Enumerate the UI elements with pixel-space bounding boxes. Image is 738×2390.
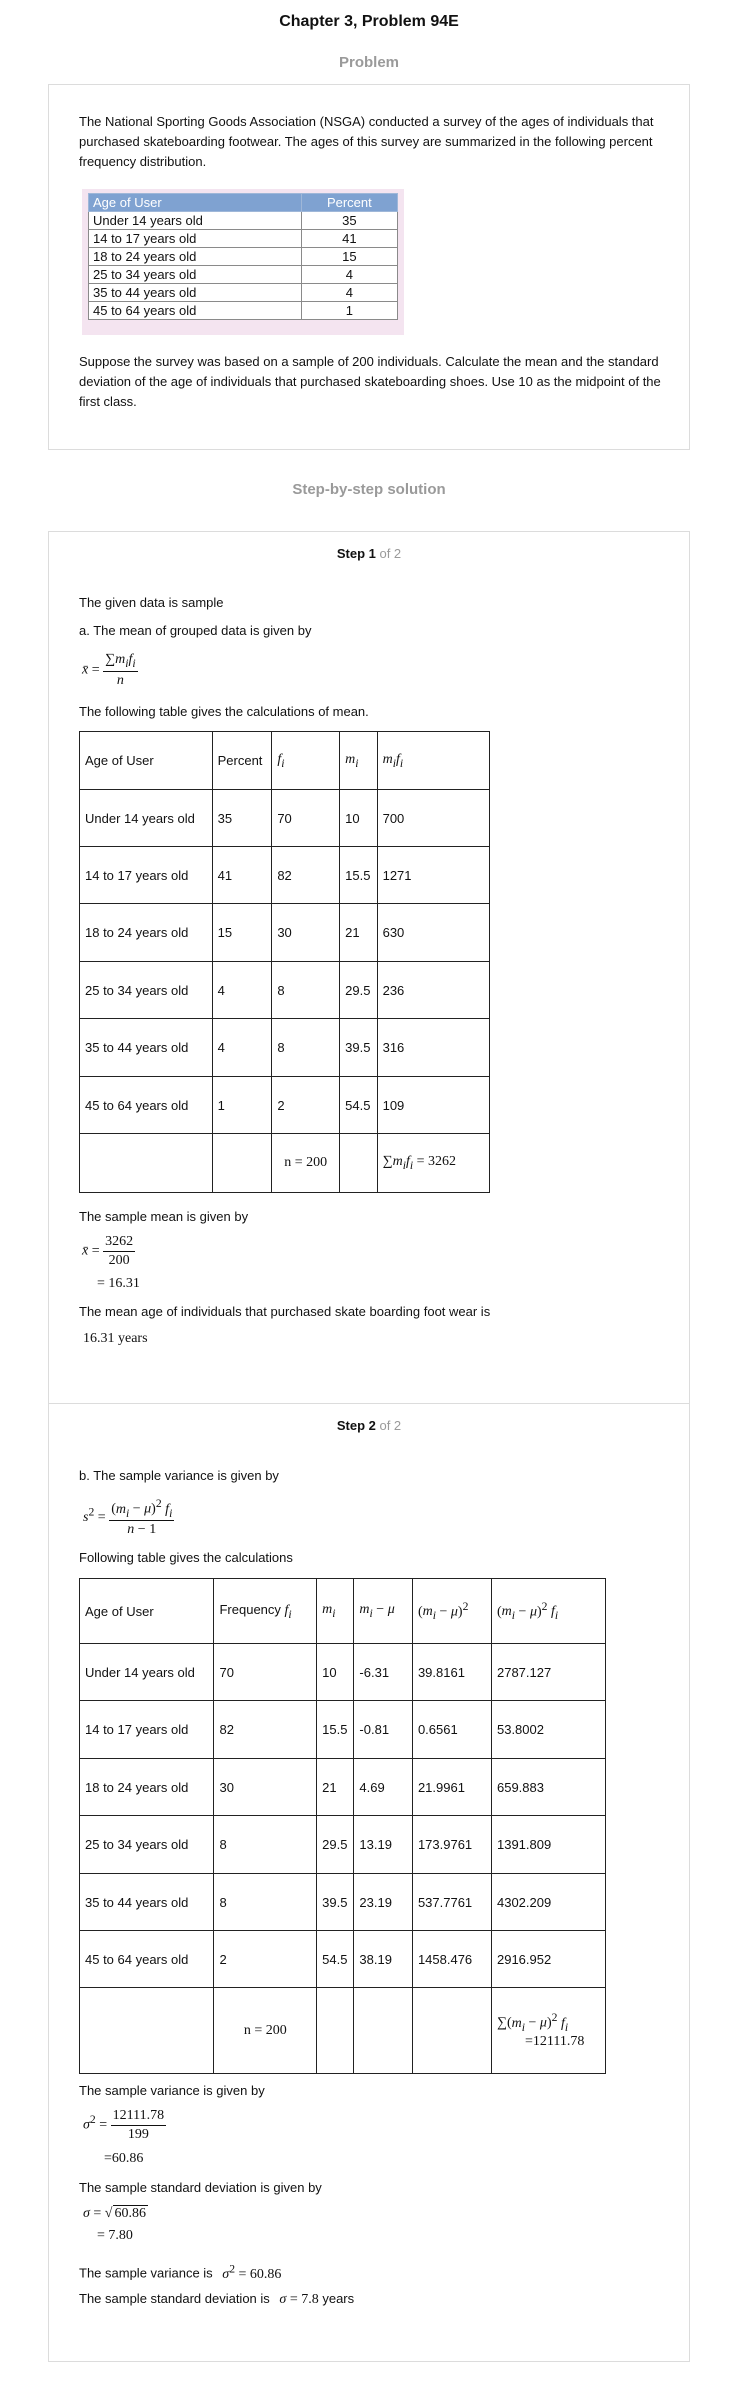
var-header-squared: $(m_i - \mu)^2$ [412,1579,491,1644]
problem-section-title: Problem [338,54,399,71]
mean-header-m: $m_i$ [340,732,377,790]
final-variance: The sample variance is $\sigma^2 = 60.86$ [79,2262,282,2282]
sample-mean-label: The sample mean is given by [79,1209,249,1224]
page-title: Chapter 3, Problem 94E [279,13,459,30]
table-row: Under 14 years old 35 [89,212,398,230]
var-sum-total: $\sum(m_i - \mu)^2$ $f_i$ =12111.78 [491,1988,605,2074]
variance-calc: $\sigma^2$ = $\frac{12111.78}{199}$ [83,2108,165,2142]
mean-table [79,731,490,1193]
table-row: Under 14 years old 70 10 -6.31 39.8161 2787.127 [80,1644,606,1701]
var-header-weighted: $(m_i - \mu)^2$ $f_i$ [491,1579,605,1644]
table-row: Under 14 years old 35 70 10 700 [80,790,490,847]
table-row: 45 to 64 years old 1 2 54.5 109 [80,1077,490,1134]
table-row: 25 to 34 years old 4 8 29.5 236 [80,962,490,1019]
var-header-m: $m_i$ [317,1579,354,1644]
sd-result: = 7.80 [97,2228,133,2243]
variance-formula: $s^2$ = $\frac{(m_i - \mu)^2 f_i}{n - 1}$ [83,1497,173,1538]
table-row: 35 to 44 years old 4 [89,284,398,302]
freq-header-age: Age of User [89,194,302,212]
step1-header: Step 1 of 2 [336,546,402,561]
mean-formula: x̄ = $\frac{\sum m_if_i}{n}$ [82,652,136,688]
problem-question: Suppose the survey was based on a sample of 200 individuals. Calculate the mean and the standard deviation of the age of individuals that purchased skateboarding shoes. Use 10 as the midpoint of the first class. [79,354,661,409]
table-row: 18 to 24 years old 15 30 21 630 [80,904,490,962]
variance-table [79,1578,606,2074]
table-row: 25 to 34 years old 4 [89,266,398,284]
mean-sum-total: $\sum m_if_i = 3262$ [377,1134,489,1193]
table-row: 14 to 17 years old 41 82 15.5 1271 [80,847,490,904]
var-header-frequency: Frequency $f_i$ [214,1579,317,1644]
table-total-row [80,1988,606,2074]
table-row: 14 to 17 years old 41 [89,230,398,248]
mean-header-f: $f_i$ [272,732,340,790]
frequency-table [88,193,398,320]
freq-header-percent: Percent [301,194,397,212]
table-row: 25 to 34 years old 8 29.5 13.19 173.9761 1391.809 [80,1816,606,1874]
table-row: 35 to 44 years old 4 8 39.5 316 [80,1019,490,1077]
table-row: 45 to 64 years old 1 [89,302,398,320]
table-row: 18 to 24 years old 15 [89,248,398,266]
mean-header-age: Age of User [80,732,213,790]
table-row: 35 to 44 years old 8 39.5 23.19 537.7761 4302.209 [80,1874,606,1931]
frequency-table-image [82,189,404,335]
variance-label: The sample variance is given by [79,2083,265,2098]
sd-label: The sample standard deviation is given by [79,2180,322,2195]
problem-intro: The National Sporting Goods Association (NSGA) conducted a survey of the ages of individuals that purchased skateboarding footwear. The ages of this survey are summarized in the following percent frequency distribution. [79,114,654,169]
sample-mean-result: = 16.31 [97,1276,140,1291]
variance-result: =60.86 [104,2151,144,2166]
mean-intro: a. The mean of grouped data is given by [79,623,312,638]
final-sd: The sample standard deviation is σ = 7.8 years [79,2291,355,2307]
var-header-age: Age of User [80,1579,214,1644]
var-n-total: n = 200 [214,1988,317,2074]
table-row: 18 to 24 years old 30 21 4.69 21.9961 659.883 [80,1759,606,1816]
table-row: 14 to 17 years old 82 15.5 -0.81 0.6561 53.8002 [80,1701,606,1759]
mean-header-mf: $m_if_i$ [377,732,489,790]
solution-section-title: Step-by-step solution [292,481,446,498]
sample-mean-calc: x̄ = $\frac{3262}{200}$ [82,1234,134,1268]
variance-intro: b. The sample variance is given by [79,1468,279,1483]
step2-header: Step 2 of 2 [336,1418,402,1433]
table-row: 45 to 64 years old 2 54.5 38.19 1458.476 2916.952 [80,1931,606,1988]
mean-table-intro: The following table gives the calculations of mean. [79,704,369,719]
mean-header-percent: Percent [212,732,272,790]
variance-table-intro: Following table gives the calculations [79,1550,293,1565]
sd-calc: σ = √ 60.86 [83,2206,146,2221]
var-header-deviation: $m_i - \mu$ [354,1579,413,1644]
mean-conclusion-value: 16.31 years [83,1331,148,1346]
sample-note: The given data is sample [79,595,224,610]
table-total-row [80,1134,490,1193]
mean-conclusion: The mean age of individuals that purchased skate boarding foot wear is [79,1304,491,1319]
mean-n-total: n = 200 [272,1134,340,1193]
